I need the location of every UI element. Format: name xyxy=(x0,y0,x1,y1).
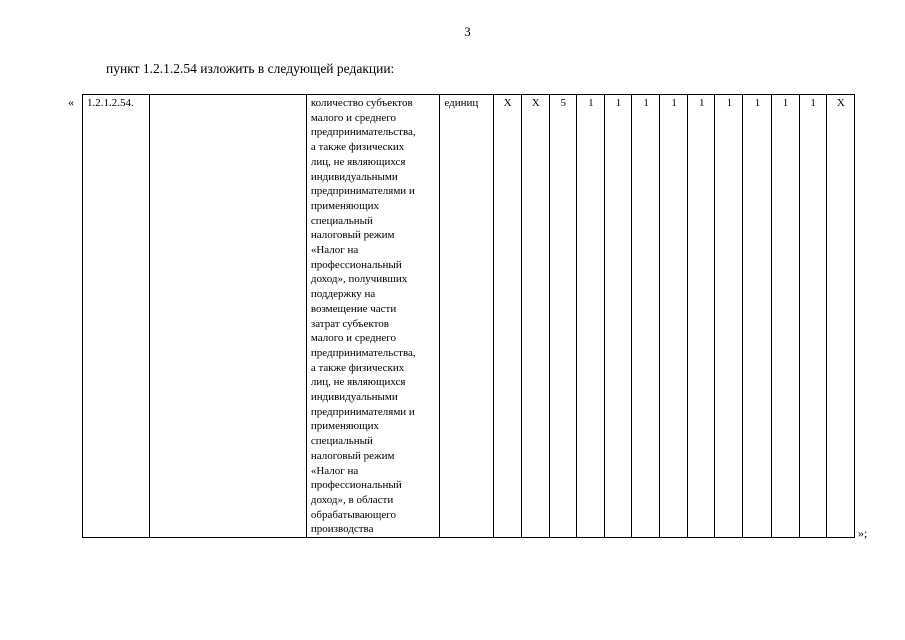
description-line: предпринимателями и xyxy=(310,405,415,418)
description-line: предпринимателями и xyxy=(310,185,415,198)
value-cell: 1 xyxy=(743,95,771,538)
description-line: «Налог на xyxy=(310,244,359,257)
description-line: лиц, не являющихся xyxy=(310,376,406,389)
description-line: индивидуальными xyxy=(310,391,398,404)
description-line: налоговый режим xyxy=(310,229,395,242)
description-line: а также физических xyxy=(310,361,405,374)
value-cell: 1 xyxy=(688,95,715,538)
description-line: специальный xyxy=(310,214,373,227)
description-line: а также физических xyxy=(310,141,405,154)
value-cell: 1 xyxy=(632,95,660,538)
description-line: доход», получивших xyxy=(310,273,408,286)
table-row xyxy=(83,95,855,538)
description-line: налоговый режим xyxy=(310,449,395,462)
description-line: специальный xyxy=(310,435,373,448)
value-cell: 1 xyxy=(604,95,631,538)
description-line: лиц, не являющихся xyxy=(310,155,406,168)
description-line: поддержку на xyxy=(310,288,376,301)
description-line: количество субъектов xyxy=(310,97,413,109)
description-line: предпринимательства, xyxy=(310,346,416,359)
close-quote: »; xyxy=(858,526,868,540)
amendment-table xyxy=(82,94,855,538)
value-cell: 5 xyxy=(549,95,576,538)
value-cell: 1 xyxy=(771,95,799,538)
value-cell: 1 xyxy=(715,95,743,538)
value-cell: Х xyxy=(826,95,854,538)
open-quote: « xyxy=(68,95,74,109)
description-line: затрат субъектов xyxy=(310,317,389,330)
empty-cell xyxy=(150,95,307,538)
value-cell: 1 xyxy=(576,95,604,538)
page-number: 3 xyxy=(464,24,471,39)
description-line: профессиональный xyxy=(310,479,402,492)
description-line: применяющих xyxy=(310,420,379,433)
description-line: индивидуальными xyxy=(310,170,398,183)
description-line: профессиональный xyxy=(310,258,402,271)
description-line: применяющих xyxy=(310,199,379,212)
description-line: «Налог на xyxy=(310,464,359,477)
description-line: обрабатывающего xyxy=(310,508,396,521)
description-line: малого и среднего xyxy=(310,332,397,345)
value-cell: 1 xyxy=(799,95,826,538)
description-line: доход», в области xyxy=(310,493,394,506)
intro-text: пункт 1.2.1.2.54 изложить в следующей редакции: xyxy=(106,61,395,76)
value-cell: Х xyxy=(521,95,549,538)
description-line: возмещение части xyxy=(310,302,397,315)
code-cell: 1.2.1.2.54. xyxy=(83,95,150,538)
value-cell: Х xyxy=(493,95,521,538)
description-line: предпринимательства, xyxy=(310,126,416,139)
value-cell: 1 xyxy=(660,95,688,538)
description-line: малого и среднего xyxy=(310,111,397,124)
description-cell xyxy=(306,95,440,538)
description-line: производства xyxy=(310,523,374,536)
unit-cell: единиц xyxy=(440,95,493,538)
